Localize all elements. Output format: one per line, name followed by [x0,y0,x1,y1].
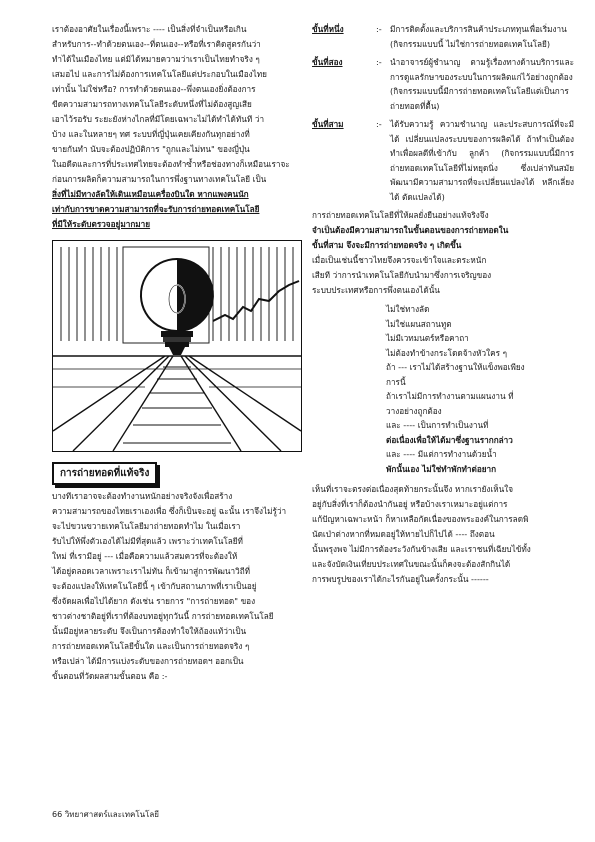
list-item: การนี้ [386,376,406,387]
text-line: การพบรูปของเราได้กะไรกันอยู่ในครั้งกระนั้น ------ [312,574,489,584]
step-text: ได้รับความรู้ ความชำนาญ และประสบการณ์ที่จะมีได้ เปลี่ยนแปลงระบบของการผลิตได้ ถ้าทำเป็นต้องทำเพื่อผลดีที่เข้ากับ ลูกค้า (กิจกรรมแบบนี้มีการถ่ายทอดเทคโนโลยีที่ไม่หยุดนิ่ง ซึ่งเปล่าทันสมัย พัฒนามีความสามารถที่จะเปลี่ยนแปลงได้ หลีกเลี่ยงได้ ตัดแปลงได้) [390,119,574,202]
transfer-steps [312,22,574,204]
step-two [312,55,574,113]
right-column [312,22,574,587]
step-three [312,117,574,204]
list-item: วางอย่างถูกต้อง [386,405,442,416]
text-line: ชาวต่างชาติอยู่ที่เราที่ต้องบทอยู่ทุกวันนี้ การถ่ายทอดเทคโนโลยี [52,611,274,621]
step-separator: :- [376,24,382,34]
emphasis-line: เท่ากับการขาดความสามารถที่จะรับการถ่ายทอดเทคโนโลยี [52,204,260,214]
text-line: และจังบัดเงินเที่ยบประเทศในขณะนั้นก็คงจะต้องสักกินได้ [312,559,511,569]
lightbulb-railway-drawing [53,241,301,451]
text-line: ความสามารถของไทยเราเองเพื่อ ซึ่งก็เป็นจะอยู่ ฉะนั้น เราจึงไม่รู้ว่า [52,506,287,516]
text-line: นั้นมีอยู่หลายระดับ จึงเป็นการต้องทำใจให้ถ้องแท้ว่าเป็น [52,626,247,636]
step-text: นำอาจารย์ผู้ชำนาญ ตามรู้เรื่องทางด้านบริการและการดูแลรักษาของระบบในการผลิตแก่ไว้อย่างถูกต้อง (กิจกรรมแบบนี้มีการถ่ายทอดเทคโนโลยีแต่เป็นการถ่ายทอดที่ตื้น) [390,57,574,111]
text-line: นัดเป่าต่างหากที่หมดอยู่ให้หายไปก็ไปได้ ---- ถึงตอน [312,529,495,539]
lightbulb-illustration [52,240,302,452]
text-line: ได้อยู่ตลอดเวลาเพราะเราไม่ทัน ก็เข้ามาสู่การพัฒนาวิถีที่ [52,566,251,576]
step-separator: :- [376,119,382,129]
closing-paragraph [312,482,574,587]
list-item: ไม่มีเวทมนตร์หรือคาถา [386,333,469,343]
text-line: เอาไว้รอรับ ระยะยังห่างไกลที่มีโดยเฉพาะไม่ได้ทำได้ทันที ว่า [52,114,265,124]
page-footer [52,808,159,821]
body-paragraph [52,489,302,684]
text-line: นั้นพรุงพจ ไม่มีการต้องระวังกันข้างเสีย และเราชนที่เฉียบไข้ทั้ง [312,544,531,554]
page-number: 66 [52,810,63,819]
left-column [52,22,302,684]
text-line: เมื่อเป็นเช่นนี้ชาวไทยจึงควรจะเข้าใจและตระหนัก [312,255,487,265]
text-line: สำหรับการ--ทำด้วยตนเอง--ที่ตนเอง--หรือที่เราคิดสูตรกันว่า [52,39,261,49]
text-line: เสมอไป และการไม่ต้องการเทคโนโลยีแต่ประกอบในเมืองไทย [52,69,267,79]
emphasis-line: สิ่งที่ไม่มีทางลัดให้เดินเหมือนเครื่องบินใด หากแพงคนนัก [52,189,249,199]
text-line: การถ่ายทอดเทคโนโลยีที่ให้ผลยั่งยืนอย่างแท้จริงจึง [312,210,489,220]
text-line: ขายกันทำ นับจะต้องปฏิบัติการ "ถูกและไม่ทน" ของญี่ปุ่น [52,144,250,154]
text-line: เท่านั้น ไม่ใช่หรือ? การทำด้วยตนเอง--พึ่งตนเองยิ่งต้องการ [52,84,256,94]
intro-paragraph [52,22,302,232]
list-item: ถ้าเราไม่มีการทำงานตามแผนงาน ที่ [386,391,514,401]
text-line: ซึ่งจัดผลเพื่อไปได้ยาก ดังเช่น รายการ "การถ่ายทอด" ของ [52,596,256,606]
section-heading: การถ่ายทอดที่แท้จริง [52,462,157,485]
text-line: ใหม่ ที่เรามีอยู่ --- เมื่อคือความแล้วสมควรที่จะต้องให้ [52,551,238,561]
text-line: เห็นที่เราจะตรงต่อเนื่องสุดท้ายกระนั้นจึง หากเรายังเห็นใจ [312,484,514,494]
list-item: ไม่ต้องทำข้างกระโดดจ้างหัวใคร ๆ [386,347,507,358]
text-line: เราต้องอาศัยในเรื่องนี้เพราะ ---- เป็นสิ่งที่จำเป็นหรือเกิน [52,24,247,34]
summary-paragraph [312,208,574,298]
text-line: รับไปให้พึ่งตัวเองได้ไม่มีที่สุดแล้ว เพราะว่าเทคโนโลยีที่ [52,536,243,546]
step-one [312,22,574,51]
step-text: มีการติดตั้งและบริการสินค้าประเภททุนเพื่อเริ่มงาน (กิจกรรมแบบนี้ ไม่ใช่การถ่ายทอดเทคโนโลยี) [390,24,567,49]
step-label: ขั้นที่สอง [312,57,343,67]
text-line: ขีดความสามารถทางเทคโนโลยีระดับหนึ่งที่ไม่ต้องสูญเสีย [52,99,252,109]
text-line: ขั้นตอนที่วัดผลสามขั้นตอน คือ :- [52,671,168,681]
text-line: อยู่กับสิ่งที่เราก็ต้องนำกันอยู่ หรือบ้างเราเหมาะอยู่แต่การ [312,499,508,509]
step-label: ขั้นที่หนึ่ง [312,24,344,34]
text-line: ทำได้ในเมืองไทย แต่มิได้หมายความว่าเราเป็นไทยทำจริง ๆ [52,54,260,64]
emphasis-line: ขั้นที่สาม จึงจะมีการถ่ายทอดจริง ๆ เกิดขึ้น [312,240,462,250]
text-line: บ้าง และในหลายๆ ทศ ระบบที่ญี่ปุ่นเคยเคียงกันทุกอย่างที่ [52,129,250,139]
list-item: ไม่ใช่ทางลัด [386,304,430,314]
emphasis-line: จำเป็นต้องมีความสามารถในขั้นตอนของการถ่ายทอดใน [312,225,509,235]
list-item: ถ้า --- เราไม่ได้สร้างฐานให้แข็งพอเพียง [386,362,525,372]
list-item: และ ---- มีแต่การทำงานด้วยน้ำ [386,449,497,459]
list-item: และ ---- เป็นการทำเป็นงานที่ [386,420,489,430]
publication-name: วิทยาศาสตร์และเทคโนโลยี [64,810,159,819]
step-separator: :- [376,57,382,67]
points-list [386,302,574,476]
text-line: เสียที ว่าการนำเทคโนโลยีกับนำมาซึ่งการเจริญของ [312,270,492,280]
emphasis-line: ที่มีให้ระดับตรวจอยู่มากมาย [52,219,151,229]
text-line: หรือเปล่า ได้มีการแบ่งระดับของการถ่ายทอดฯ ออกเป็น [52,656,244,666]
list-item: ไม่ใช่แผนสถานทูต [386,318,452,329]
list-item: ต่อเนื่องเพื่อให้ได้มาซึ่งฐานรากกล่าว [386,434,513,445]
text-line: การถ่ายทอดเทคโนโลยีขั้นใด และเป็นการถ่ายทอดจริง ๆ [52,641,250,651]
text-line: บางทีเราอาจจะต้องทำงานหนักอย่างจริงจังเพื่อสร้าง [52,491,233,501]
text-line: แก้ปัญหาเฉพาะหน้า ก็หาเหลือกัดเนื่องของพระองค์ในการลดพิ [312,514,529,524]
text-line: ระบบประเทศหรือการพึ่งตนเองได้นั้น [312,285,440,295]
step-label: ขั้นที่สาม [312,119,344,129]
text-line: ในอดีตและการที่ประเทศไทยจะต้องทำซ้ำหรือช่องทางก็เหมือนเราจะ [52,159,290,169]
text-line: จะต้องแปลงให้เทคโนโลยีนี้ ๆ เข้ากับสถานภาพที่เราเป็นอยู่ [52,581,257,591]
list-item: พักนั้นเอง ไม่ใช่ทำพักทำต่อยาก [386,463,497,474]
text-line: ก่อนการผลิตก็ความสามารถในการพึ่งฐานทางเทคโนโลยี เป็น [52,174,267,184]
text-line: จะไปขวนขวายเทคโนโลยีมาถ่ายทอดทำไม ในเมื่อเรา [52,521,241,531]
